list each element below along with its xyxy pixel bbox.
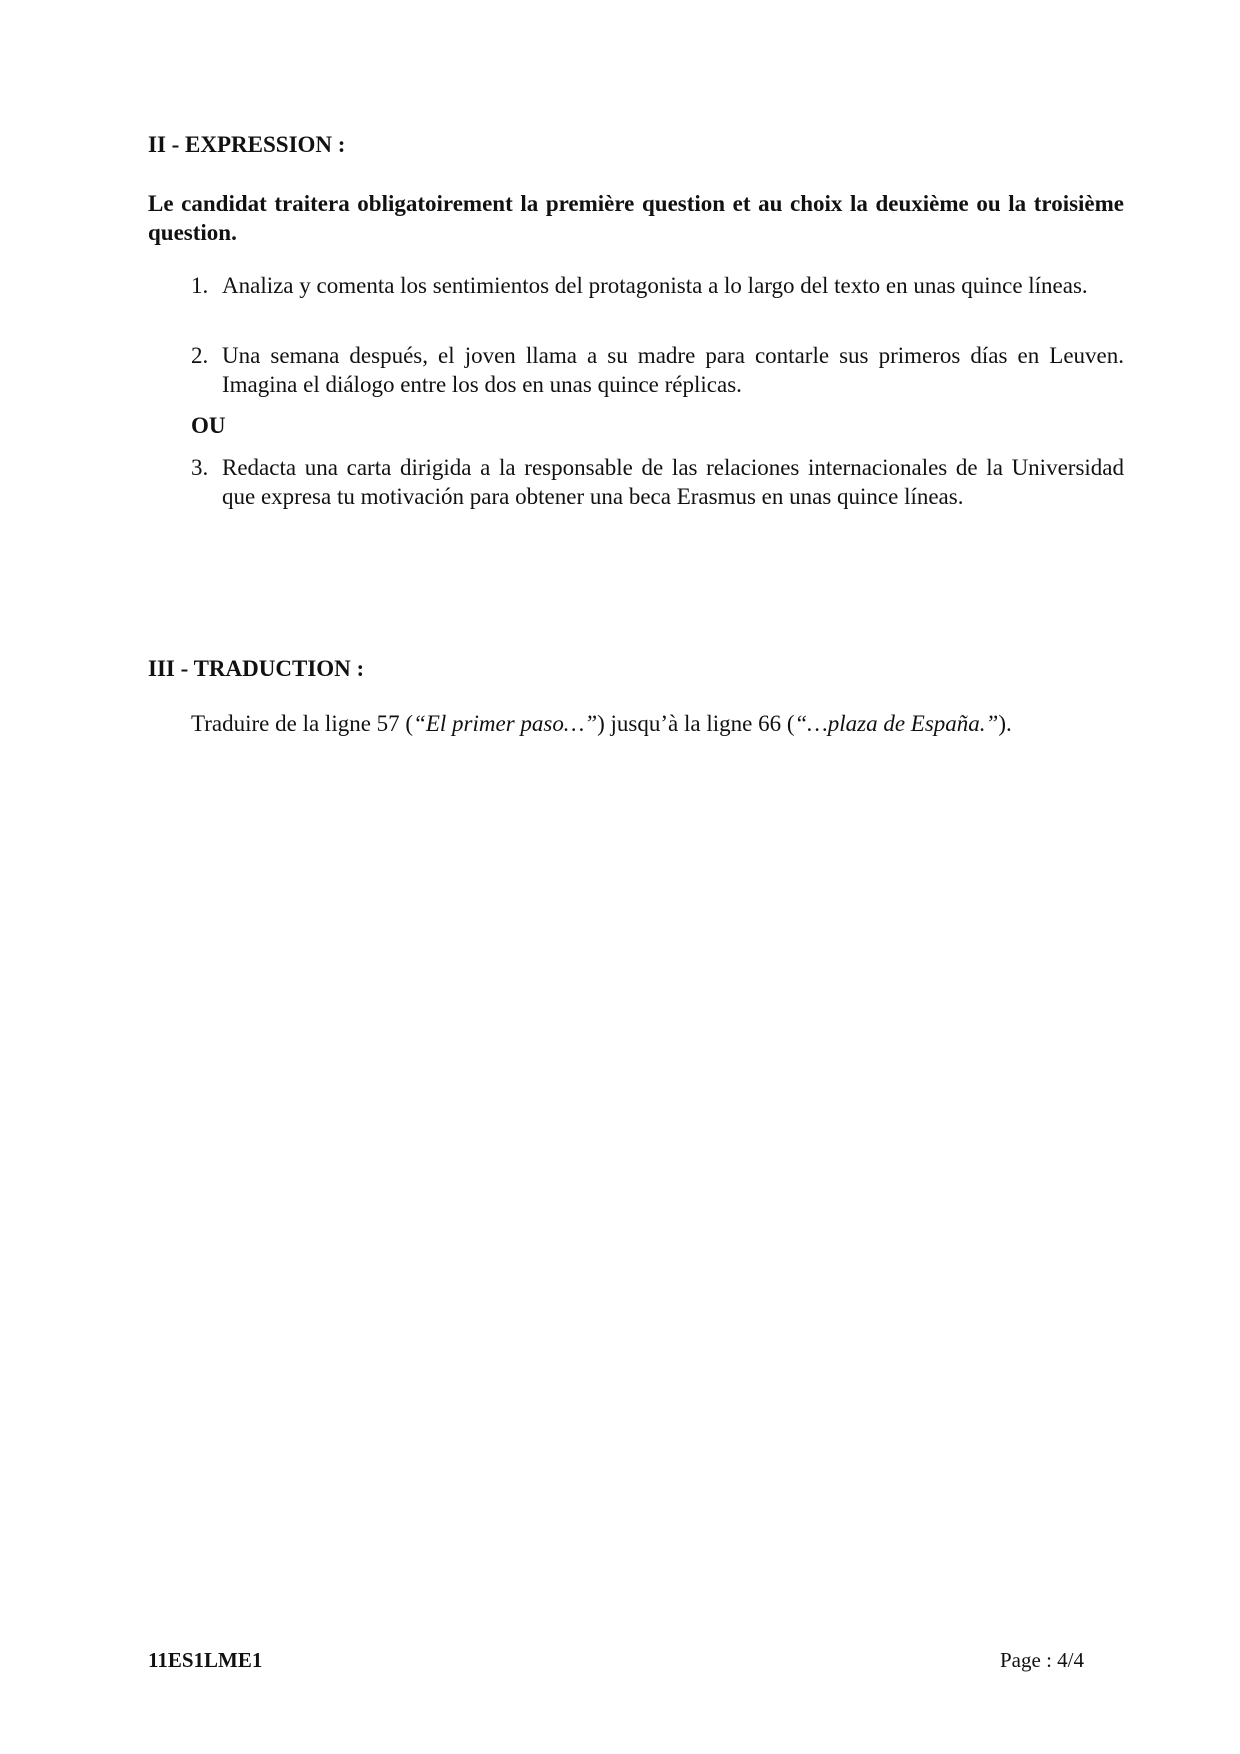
question-number: 2.: [191, 343, 209, 368]
section-heading-traduction: III - TRADUCTION :: [148, 656, 365, 681]
question-1: [191, 271, 1124, 300]
question-number: 1.: [191, 273, 209, 298]
question-number: 3.: [191, 455, 209, 480]
translation-instruction: [191, 709, 1012, 738]
question-text: Analiza y comenta los sentimientos del protagonista a lo largo del texto en unas quince líneas.: [222, 273, 1088, 298]
translation-quote-end: “…plaza de España.”: [794, 711, 999, 736]
section-instruction: Le candidat traitera obligatoirement la première question et au choix la deuxième ou la troisième question.: [148, 191, 1124, 245]
question-text: Una semana después, el joven llama a su madre para contarle sus primeros días en Leuven. Imagina el diálogo entre los dos en unas quince réplicas.: [222, 343, 1124, 397]
question-text: Redacta una carta dirigida a la responsable de las relaciones internacionales de la Universidad que expresa tu motivación para obtener una beca Erasmus en unas quince líneas.: [222, 455, 1124, 509]
translation-text-part2: ) jusqu’à la ligne 66 (: [597, 711, 795, 736]
translation-text-part3: ).: [998, 711, 1012, 736]
footer-page-number: Page : 4/4: [1000, 1648, 1084, 1672]
question-2: [191, 341, 1124, 399]
question-3: [191, 453, 1124, 511]
or-label: OU: [191, 413, 226, 438]
translation-quote-start: “El primer paso…”: [413, 711, 598, 736]
footer-document-code: 11ES1LME1: [148, 1648, 263, 1672]
translation-text-part1: Traduire de la ligne 57 (: [191, 711, 414, 736]
section-heading-expression: II - EXPRESSION :: [148, 132, 346, 157]
